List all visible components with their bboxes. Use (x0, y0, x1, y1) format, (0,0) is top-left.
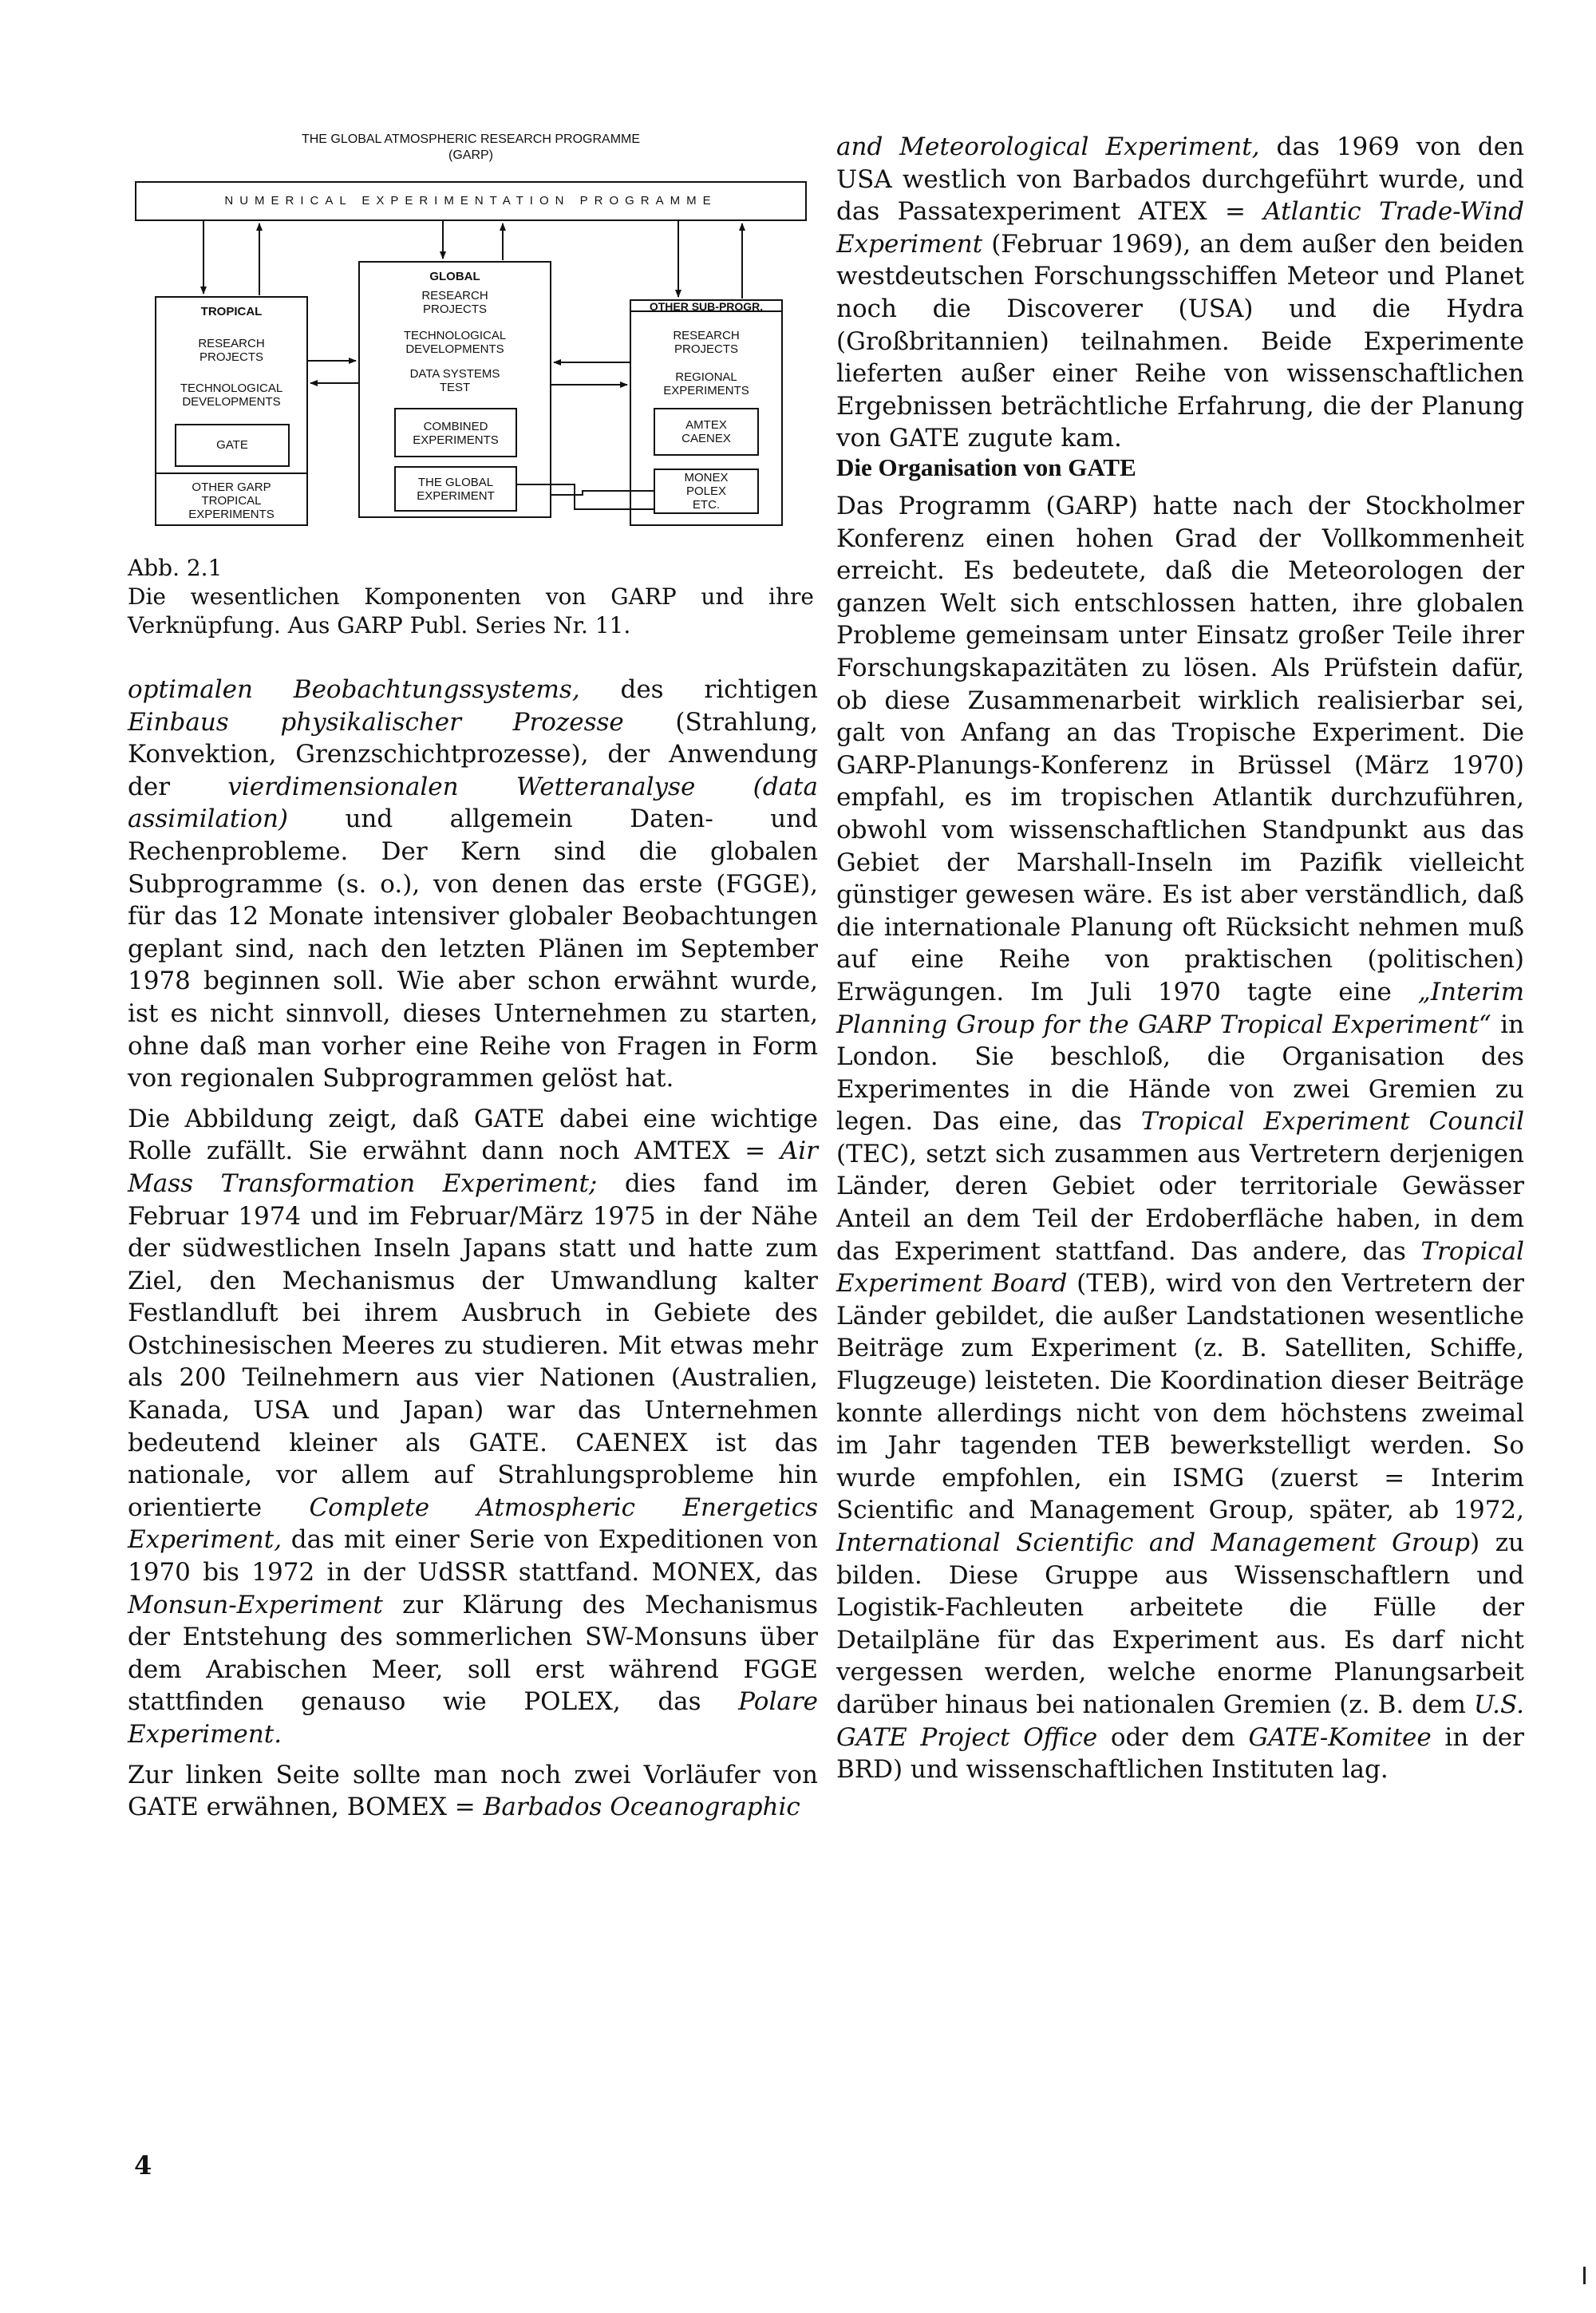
tropical-tech: TECHNOLOGICAL DEVELOPMENTS (180, 382, 283, 409)
global-experiment: THE GLOBAL EXPERIMENT (417, 476, 495, 503)
left-paragraph-2: Die Abbildung zeigt, daß GATE dabei eine wichtige Rolle zufällt. Sie erwähnt dann noch AMTEX = Air Mass Transformation Experiment; dies fand im Februar 1974 und im Februar/März 1975 in der Nähe der südwestlichen Inseln Japans statt und hatte zum Ziel, den Mechanismus der Umwandlung kalter Festlandluft bei ihrem Ausbruch in Gebiete des Ostchinesischen Meeres zu studieren. Mit etwas mehr als 200 Teilnehmern aus vier Nationen (Australien, Kanada, USA und Japan) war das Unternehmen bedeutend kleiner als GATE. CAENEX ist das nationale, vor allem auf Strahlungsprobleme hin orientierte Complete Atmospheric Energetics Experiment, das mit einer Serie von Expeditionen von 1970 bis 1972 in der UdSSR stattfand. MONEX, das Monsun-Experiment zur Klärung des Mechanismus der Entstehung des sommerlichen SW-Monsuns über dem Arabischen Meer, soll erst während FGGE stattfinden genauso wie POLEX, das Polare Experiment. (128, 1104, 818, 1749)
other-sub-research: RESEARCH PROJECTS (673, 329, 740, 356)
right-column-bottom (836, 490, 1524, 1786)
right-paragraph-2: Das Programm (GARP) hatte nach der Stockholmer Konferenz einen hohen Grad der Vollkommenheit erreicht. Es bedeutete, daß die Meteorologen der ganzen Welt sich entschlossen hatten, ihre globalen Probleme gemeinsam unter Einsatz großer Teile ihrer Forschungskapazitäten zu lösen. Als Prüfstein dafür, ob diese Zusammenarbeit wirklich realisierbar sei, galt von Anfang an das Tropische Experiment. Die GARP-Planungs-Konferenz in Brüssel (März 1970) empfahl, es im tropischen Atlantik durchzuführen, obwohl vom wissenschaftlichen Standpunkt aus das Gebiet der Marshall-Inseln im Pazifik vielleicht günstiger gewesen wäre. Es ist aber verständlich, daß die internationale Planung oft Rücksicht nehmen muß auf eine Reihe von praktischen (politischen) Erwägungen. Im Juli 1970 tagte eine „Interim Planning Group for the GARP Tropical Experiment“ in London. Sie beschloß, die Organisation des Experimentes in die Hände von zwei Gremien zu legen. Das eine, das Tropical Experiment Council (TEC), setzt sich zusammen aus Vertretern derjenigen Länder, deren Gebiet oder territoriale Gewässer Anteil an dem Teil der Erdoberfläche haben, in dem das Experiment stattfand. Das andere, das Tropical Experiment Board (TEB), wird von den Vertretern der Länder gebildet, die außer Landstationen wesentliche Beiträge zum Experiment (z. B. Satelliten, Schiffe, Flugzeuge) leisteten. Die Koordination dieser Beiträge konnte allerdings nicht von dem höchstens zweimal im Jahr tagenden TEB bewerkstelligt werden. So wurde empfohlen, ein ISMG (zuerst = Interim Scientific and Management Group, später, ab 1972, International Scientific and Management Group) zu bilden. Diese Gruppe aus Wissenschaftlern und Logistik-Fachleuten arbeitete die Fülle der Detailpläne für das Experiment aus. Es darf nicht vergessen werden, welche enorme Planungsarbeit darüber hinaus bei nationalen Gremien (z. B. dem U.S. GATE Project Office oder dem GATE-Komitee in der BRD) und wissenschaftlichen Instituten lag. (836, 492, 1525, 1785)
other-sub-heading: OTHER SUB-PROGR. (649, 300, 764, 313)
global-heading: GLOBAL (429, 270, 480, 283)
figure-caption (128, 554, 814, 640)
caption-label: Abb. 2.1 (128, 555, 223, 581)
page-number: 4 (134, 2150, 152, 2181)
diagram-title-line1: THE GLOBAL ATMOSPHERIC RESEARCH PROGRAMME (301, 132, 641, 146)
left-paragraph-1: optimalen Beobachtungssystems, des richtigen Einbaus physikalischer Prozesse (Strahlung, Konvektion, Grenzschichtprozesse), der Anwendung der vierdimensionalen Wetteranalyse (data assimilation) und allgemein Daten- und Rechenprobleme. Der Kern sind die globalen Subprogramme (s. o.), von denen das erste (FGGE), für das 12 Monate intensiver globaler Beobachtungen geplant sind, nach den letzten Plänen im September 1978 beginnen soll. Wie aber schon erwähnt wurde, ist es nicht sinnvoll, dieses Unternehmen zu starten, ohne daß man vorher eine Reihe von Fragen in Form von regionalen Subprogrammen gelöst hat. (128, 675, 818, 1093)
section-heading: Die Organisation von GATE (836, 453, 1136, 481)
diagram-title-line2: (GARP) (448, 148, 493, 162)
other-sub-monex: MONEX POLEX ETC. (684, 471, 729, 512)
tropical-gate: GATE (216, 438, 248, 452)
global-combined: COMBINED EXPERIMENTS (413, 420, 499, 447)
nep-label: NUMERICAL EXPERIMENTATION PROGRAMME (224, 194, 717, 208)
global-data: DATA SYSTEMS TEST (409, 367, 500, 394)
global-research: RESEARCH PROJECTS (421, 289, 488, 316)
right-paragraph-1: and Meteorological Experiment, das 1969 von den USA westlich von Barbados durchgeführt wurde, und das Passatexperiment ATEX = Atlantic Trade-Wind Experiment (Februar 1969), an dem außer den beiden westdeutschen Forschungsschiffen Meteor und Planet noch die Discoverer (USA) und die Hydra (Großbritannien) teilnahmen. Beide Experimente lieferten außer einer Reihe von wissenschaftlichen Ergebnissen beträchtliche Erfahrung, die der Planung von GATE zugute kam. (836, 132, 1525, 453)
left-paragraph-3: Zur linken Seite sollte man noch zwei Vorläufer von GATE erwähnen, BOMEX = Barbados Oceanographic (128, 1760, 818, 1822)
tropical-heading: TROPICAL (200, 305, 263, 318)
right-column-top (836, 131, 1524, 455)
global-tech: TECHNOLOGICAL DEVELOPMENTS (403, 329, 507, 356)
other-sub-regional: REGIONAL EXPERIMENTS (663, 370, 749, 397)
left-column (128, 674, 818, 1824)
other-sub-amtex: AMTEX CAENEX (681, 418, 731, 445)
scan-edge-mark (1583, 2267, 1586, 2284)
tropical-other: OTHER GARP TROPICAL EXPERIMENTS (188, 480, 275, 521)
caption-text: Die wesentlichen Komponenten von GARP und ihre Verknüpfung. Aus GARP Publ. Series Nr. 11. (128, 583, 814, 639)
tropical-research: RESEARCH PROJECTS (198, 337, 265, 364)
garp-diagram (128, 128, 814, 543)
